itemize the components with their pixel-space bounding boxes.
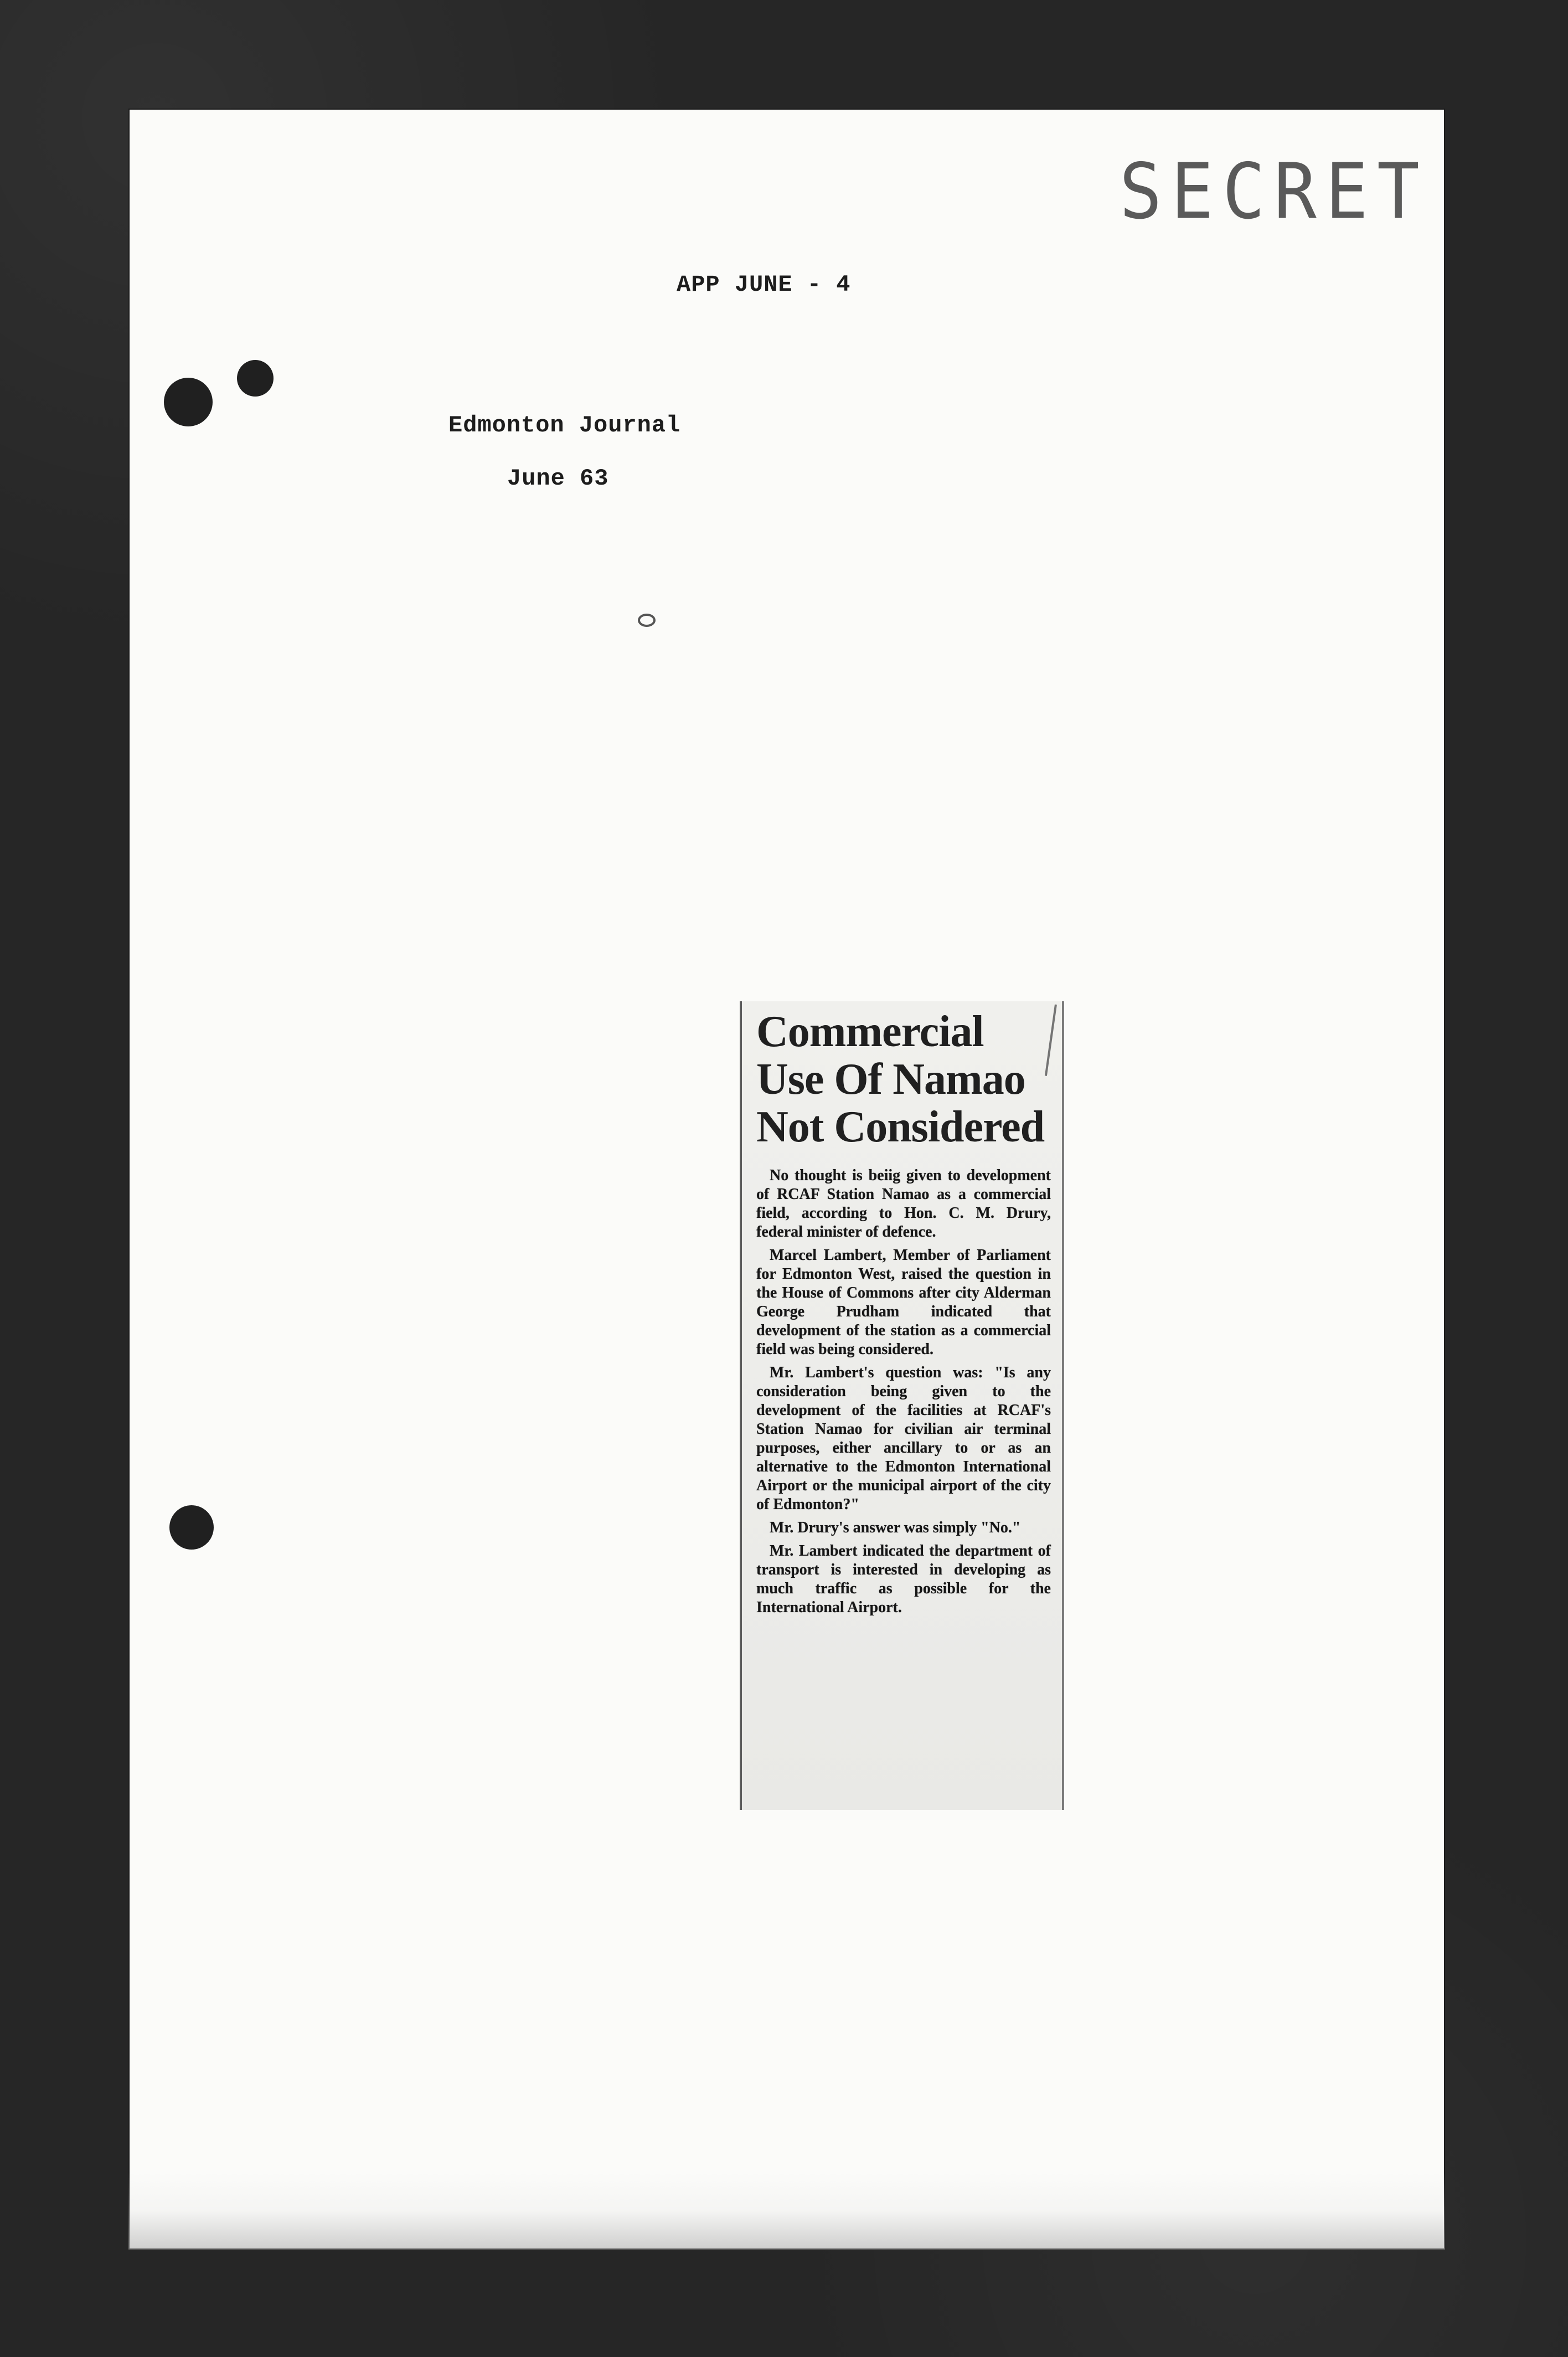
- clipping-paragraph: Mr. Lambert's question was: "Is any consideration being given to the development of the facilities at RCAF's Station Namao for civilian air terminal purposes, either ancillary to or as an alternative to the Edmonton International Airport or the municipal airport of the city of Edmonton?": [756, 1364, 1051, 1513]
- clipping-paragraph: Marcel Lambert, Member of Parliament for Edmonton West, raised the question in the House of Commons after city Alderman George Prudham indicated that development of the station as a commercial field was being considered.: [756, 1247, 1051, 1358]
- clipping-paragraph: Mr. Lambert indicated the department of transport is interested in developing as much traffic as possible for the International Airport.: [756, 1542, 1051, 1616]
- page-wear: [128, 2172, 1445, 2250]
- headline-line: Commercial: [756, 1007, 984, 1056]
- clipping-headline: [756, 1008, 1051, 1151]
- classification-stamp: SECRET: [1119, 147, 1428, 236]
- punch-hole: [164, 378, 213, 426]
- reference-line: APP JUNE - 4: [677, 271, 851, 298]
- newspaper-clipping: [740, 1001, 1064, 1810]
- document-page: [128, 109, 1445, 2250]
- headline-line: Use Of Namao: [756, 1055, 1025, 1104]
- punch-hole: [169, 1505, 214, 1550]
- source-date: June 63: [507, 465, 609, 492]
- scan-speck: [638, 614, 656, 627]
- clipping-paragraph: Mr. Drury's answer was simply "No.": [770, 1519, 1021, 1536]
- clipping-paragraph: No thought is beiig given to development of RCAF Station Namao as a commercial field, according to Hon. C. M. Drury, federal minister of defence.: [756, 1167, 1051, 1241]
- punch-hole: [237, 360, 274, 397]
- clipping-body: [756, 1166, 1051, 1617]
- headline-line: Not Considered: [756, 1103, 1045, 1151]
- source-name: Edmonton Journal: [448, 412, 681, 439]
